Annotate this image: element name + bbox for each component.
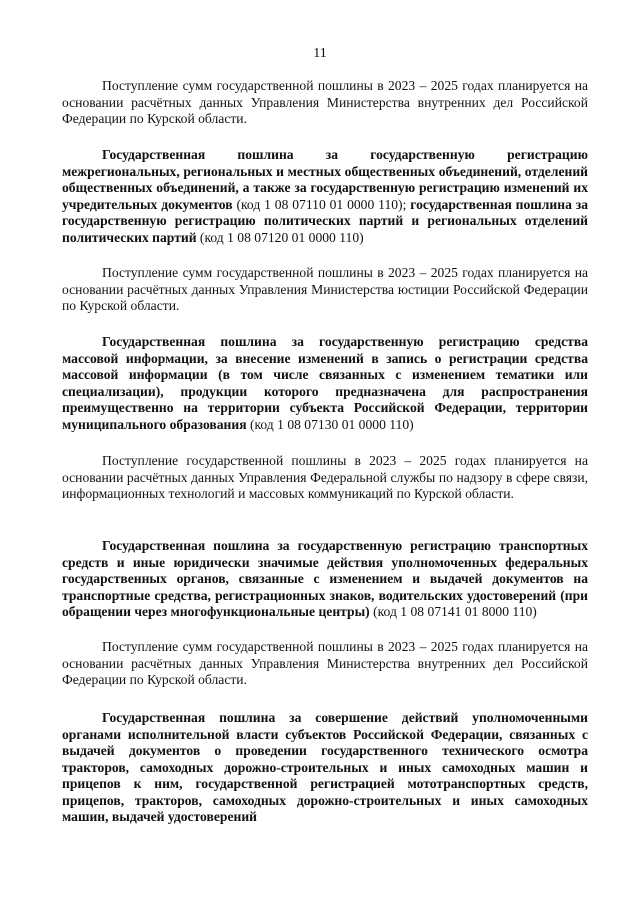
paragraph-mass-media-heading bbox=[62, 334, 588, 433]
page-number: 11 bbox=[313, 46, 327, 61]
paragraph-public-associations-heading bbox=[62, 147, 588, 246]
heading-tech-inspection: Государственная пошлина за совершение действий уполномоченными органами исполнительной власти субъектов Российской Федерации, связанных с выдачей документов о проведении государственного технического осмотра тракторов, самоходных дорожно-строительных и иных самоходных машин и прицепов к ним, государственной регистрацией мототранспортных средств, прицепов, тракторов, самоходных дорожно-строительных и иных самоходных машин, выдачей удостоверений bbox=[62, 710, 588, 824]
budget-code: (код 1 08 07141 01 8000 110) bbox=[369, 604, 537, 619]
heading-mass-media: Государственная пошлина за государственную регистрацию средства массовой информации, за внесение изменений в запись о регистрации средства массовой информации (в том числе связанных с изменением тематики или специализации), продукции которого предназначена для распространения преимущественно на территории субъекта Российской Федерации, территории муниципального образования bbox=[62, 334, 588, 432]
heading-vehicle-registration: Государственная пошлина за государственную регистрацию транспортных средств и иные юридически значимые действия уполномоченных федеральных государственных органов, связанные с изменением и выдачей документов на транспортные средства, регистрационных знаков, водительских удостоверений (при обращении через многофункциональные центры) bbox=[62, 538, 588, 619]
paragraph-mvd-forecast: Поступление сумм государственной пошлины в 2023 – 2025 годах планируется на основании расчётных данных Управления Министерства внутренних дел Российской Федерации по Курской области. bbox=[62, 78, 588, 126]
budget-code: (код 1 08 07120 01 0000 110) bbox=[196, 229, 364, 245]
paragraph-roskomnadzor-forecast: Поступление государственной пошлины в 2023 – 2025 годах планируется на основании расчётных данных Управления Федеральной службы по надзору в сфере связи, информационных технологий и массовых коммуникаций по Курской области. bbox=[62, 453, 588, 501]
paragraph-minjust-forecast: Поступление сумм государственной пошлины в 2023 – 2025 годах планируется на основании расчётных данных Управления Министерства юстиции Российской Федерации по Курской области. bbox=[62, 265, 588, 313]
budget-code: (код 1 08 07110 01 0000 110); bbox=[232, 196, 411, 212]
heading-public-associations: Государственная пошлина за государственную регистрацию межрегиональных, региональных и местных общественных объединений, отделений общественных объединений, а также за государственную регистрацию изменений их учредительных документов bbox=[62, 147, 588, 212]
paragraph-mvd-forecast-2: Поступление сумм государственной пошлины в 2023 – 2025 годах планируется на основании расчётных данных Управления Министерства внутренних дел Российской Федерации по Курской области. bbox=[62, 639, 588, 687]
heading-political-parties: государственная пошлина за государственную регистрацию политических партий и региональных отделений политических партий bbox=[62, 196, 589, 245]
paragraph-vehicles-heading bbox=[62, 538, 588, 621]
budget-code: (код 1 08 07130 01 0000 110) bbox=[246, 416, 414, 432]
paragraph-tech-inspection-heading bbox=[62, 710, 588, 826]
